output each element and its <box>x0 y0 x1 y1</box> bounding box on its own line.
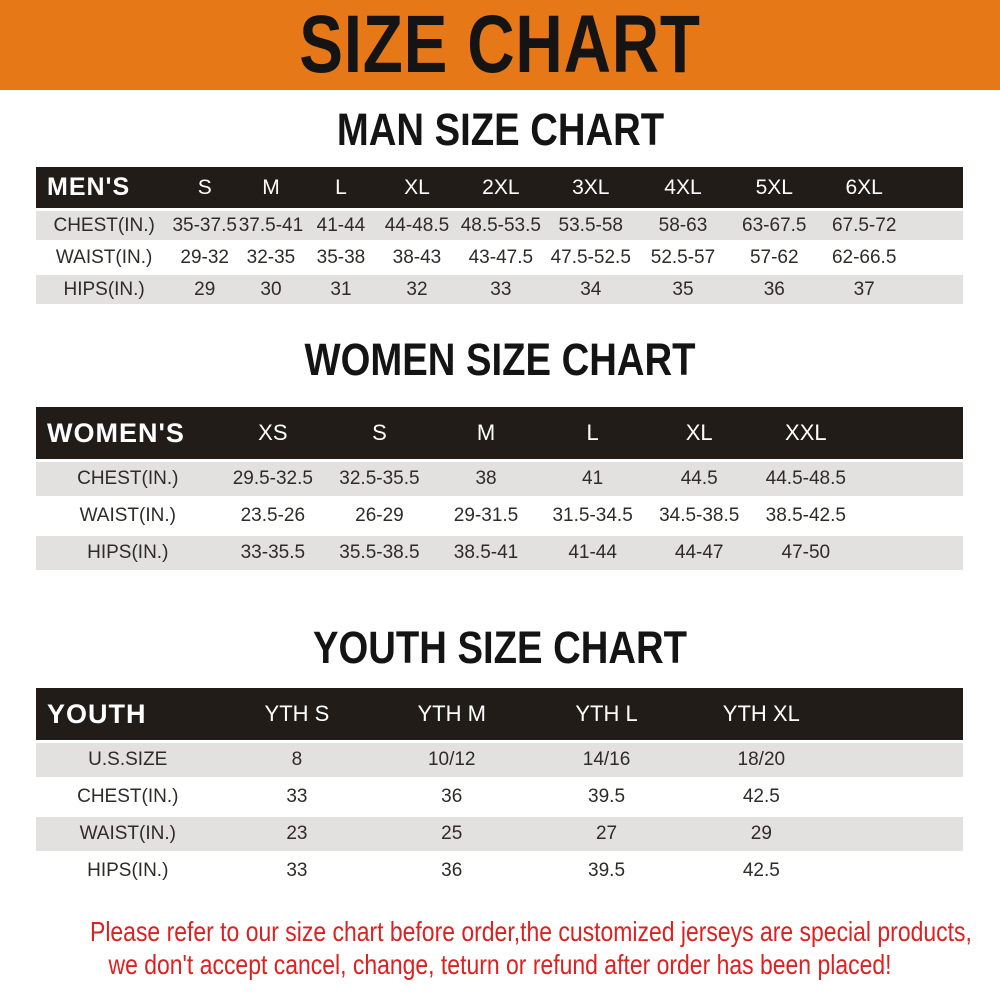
size-cell: 8 <box>220 743 375 777</box>
filler-cell <box>859 462 963 496</box>
youth-chest-row <box>36 780 963 814</box>
size-cell: 63-67.5 <box>729 211 819 240</box>
size-cell: 44.5 <box>646 462 753 496</box>
size-cell: 41-44 <box>539 536 646 570</box>
men-heading-text: MAN SIZE CHART <box>336 104 664 155</box>
size-cell: 42.5 <box>684 780 839 814</box>
women-section-heading <box>0 334 1000 385</box>
women-waist-row <box>36 499 963 533</box>
women-size-head-xs: XS <box>220 407 327 459</box>
size-cell: 23 <box>220 817 375 851</box>
measure-label: WAIST(IN.) <box>36 243 172 272</box>
size-cell: 39.5 <box>529 780 684 814</box>
men-size-head-4xl: 4XL <box>637 167 730 208</box>
men-size-head-xl: XL <box>377 167 457 208</box>
size-cell: 42.5 <box>684 854 839 888</box>
size-cell: 33 <box>220 854 375 888</box>
size-cell: 37 <box>819 275 909 304</box>
filler-cell <box>839 743 963 777</box>
size-cell: 31.5-34.5 <box>539 499 646 533</box>
size-cell: 29 <box>172 275 237 304</box>
size-cell: 33 <box>457 275 545 304</box>
youth-hips-row <box>36 854 963 888</box>
men-hips-row <box>36 275 963 304</box>
banner <box>0 0 1000 90</box>
measure-label: HIPS(IN.) <box>36 536 220 570</box>
size-cell: 35-37.5 <box>172 211 237 240</box>
size-cell: 35 <box>637 275 730 304</box>
size-cell: 41-44 <box>305 211 377 240</box>
size-cell: 44-48.5 <box>377 211 457 240</box>
women-size-head-m: M <box>433 407 540 459</box>
size-cell: 30 <box>237 275 305 304</box>
size-cell: 32 <box>377 275 457 304</box>
size-cell: 52.5-57 <box>637 243 730 272</box>
filler-cell <box>839 854 963 888</box>
youth-size-head-s: YTH S <box>220 688 375 740</box>
filler-cell <box>909 275 963 304</box>
size-cell: 14/16 <box>529 743 684 777</box>
measure-label: U.S.SIZE <box>36 743 220 777</box>
size-cell: 36 <box>729 275 819 304</box>
youth-size-head-l: YTH L <box>529 688 684 740</box>
size-cell: 32-35 <box>237 243 305 272</box>
men-section-heading <box>0 104 1000 155</box>
men-size-head-2xl: 2XL <box>457 167 545 208</box>
men-size-head-6xl: 6XL <box>819 167 909 208</box>
men-header-row <box>36 167 963 208</box>
filler-cell <box>839 780 963 814</box>
men-chest-row <box>36 211 963 240</box>
filler-cell <box>909 243 963 272</box>
women-size-head-l: L <box>539 407 646 459</box>
size-cell: 34.5-38.5 <box>646 499 753 533</box>
men-waist-row <box>36 243 963 272</box>
size-cell: 36 <box>374 854 529 888</box>
women-header-filler <box>859 407 963 459</box>
size-cell: 29-32 <box>172 243 237 272</box>
youth-ussize-row <box>36 743 963 777</box>
filler-cell <box>909 211 963 240</box>
size-cell: 33-35.5 <box>220 536 327 570</box>
size-cell: 44.5-48.5 <box>753 462 860 496</box>
youth-group-label: YOUTH <box>36 688 220 740</box>
size-cell: 29 <box>684 817 839 851</box>
size-cell: 25 <box>374 817 529 851</box>
women-group-label: WOMEN'S <box>36 407 220 459</box>
size-cell: 38-43 <box>377 243 457 272</box>
size-cell: 23.5-26 <box>220 499 327 533</box>
men-size-table <box>36 164 963 307</box>
men-size-head-3xl: 3XL <box>545 167 637 208</box>
size-cell: 44-47 <box>646 536 753 570</box>
filler-cell <box>859 499 963 533</box>
size-cell: 10/12 <box>374 743 529 777</box>
youth-header-row <box>36 688 963 740</box>
size-cell: 62-66.5 <box>819 243 909 272</box>
size-cell: 33 <box>220 780 375 814</box>
men-size-head-l: L <box>305 167 377 208</box>
size-cell: 37.5-41 <box>237 211 305 240</box>
size-cell: 47-50 <box>753 536 860 570</box>
size-cell: 35-38 <box>305 243 377 272</box>
filler-cell <box>839 817 963 851</box>
youth-size-head-xl: YTH XL <box>684 688 839 740</box>
size-cell: 58-63 <box>637 211 730 240</box>
filler-cell <box>859 536 963 570</box>
men-group-label: MEN'S <box>36 167 172 208</box>
disclaimer-line-1: Please refer to our size chart before order,the customized jerseys are special products, <box>90 916 972 947</box>
women-size-head-xl: XL <box>646 407 753 459</box>
men-size-head-s: S <box>172 167 237 208</box>
youth-size-head-m: YTH M <box>374 688 529 740</box>
youth-waist-row <box>36 817 963 851</box>
women-heading-text: WOMEN SIZE CHART <box>304 334 696 385</box>
size-cell: 34 <box>545 275 637 304</box>
youth-heading-text: YOUTH SIZE CHART <box>312 622 687 673</box>
size-cell: 32.5-35.5 <box>326 462 433 496</box>
men-size-head-5xl: 5XL <box>729 167 819 208</box>
size-cell: 27 <box>529 817 684 851</box>
women-chest-row <box>36 462 963 496</box>
page-title: SIZE CHART <box>299 0 701 90</box>
size-cell: 47.5-52.5 <box>545 243 637 272</box>
measure-label: CHEST(IN.) <box>36 462 220 496</box>
size-cell: 31 <box>305 275 377 304</box>
size-cell: 26-29 <box>326 499 433 533</box>
women-hips-row <box>36 536 963 570</box>
size-cell: 35.5-38.5 <box>326 536 433 570</box>
disclaimer-line-2: we don't accept cancel, change, teturn or refund after order has been placed! <box>108 949 892 981</box>
measure-label: CHEST(IN.) <box>36 780 220 814</box>
size-cell: 57-62 <box>729 243 819 272</box>
youth-size-table <box>36 685 963 891</box>
size-cell: 67.5-72 <box>819 211 909 240</box>
size-cell: 29-31.5 <box>433 499 540 533</box>
youth-header-filler <box>839 688 963 740</box>
size-cell: 38.5-42.5 <box>753 499 860 533</box>
measure-label: WAIST(IN.) <box>36 817 220 851</box>
youth-section-heading <box>0 622 1000 673</box>
size-cell: 43-47.5 <box>457 243 545 272</box>
women-size-head-xxl: XXL <box>753 407 860 459</box>
women-header-row <box>36 407 963 459</box>
size-cell: 29.5-32.5 <box>220 462 327 496</box>
size-cell: 18/20 <box>684 743 839 777</box>
measure-label: CHEST(IN.) <box>36 211 172 240</box>
men-size-head-m: M <box>237 167 305 208</box>
size-cell: 53.5-58 <box>545 211 637 240</box>
size-cell: 38 <box>433 462 540 496</box>
women-size-head-s: S <box>326 407 433 459</box>
size-cell: 36 <box>374 780 529 814</box>
measure-label: WAIST(IN.) <box>36 499 220 533</box>
women-size-table <box>36 404 963 573</box>
size-cell: 48.5-53.5 <box>457 211 545 240</box>
disclaimer <box>0 915 1000 981</box>
size-cell: 39.5 <box>529 854 684 888</box>
size-cell: 41 <box>539 462 646 496</box>
measure-label: HIPS(IN.) <box>36 854 220 888</box>
men-header-filler <box>909 167 963 208</box>
size-cell: 38.5-41 <box>433 536 540 570</box>
measure-label: HIPS(IN.) <box>36 275 172 304</box>
